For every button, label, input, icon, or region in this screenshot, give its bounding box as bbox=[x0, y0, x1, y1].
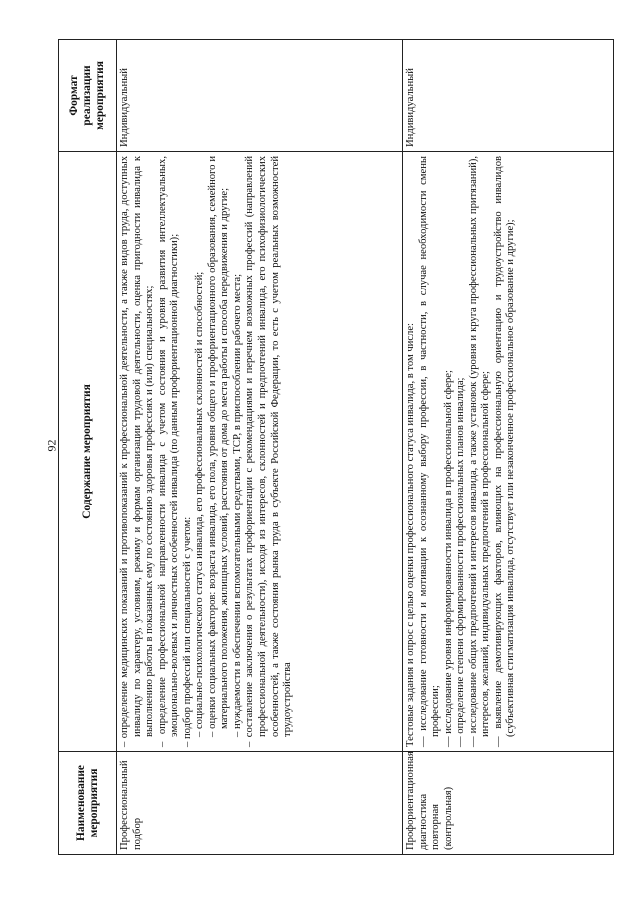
row-1-name: Профессиональный подбор bbox=[117, 752, 403, 855]
rotated-table-wrapper bbox=[58, 40, 613, 855]
header-name: Наименование мероприятия bbox=[59, 752, 117, 855]
list-item: – оценки социальных факторов: возраста инвалида, его пола, уровня общего и профориентационного образования, семейного и материального положения, жилищных условий, расстояния от дома до места работы и способа передвижения и другие; bbox=[206, 156, 231, 737]
list-item: — исследование уровня информированности инвалида в профессиональной сфере; bbox=[442, 370, 454, 747]
list-item: – нуждаемости в обеспечении вспомогательными средствами, ТСР, в приспособлении рабочего места; bbox=[231, 273, 243, 737]
list-item: — исследование готовности и мотивации к осознанному выбору профессии, в частности, в случае необходимости смены профессии; bbox=[417, 156, 442, 747]
header-content: Содержание мероприятия bbox=[59, 152, 117, 752]
list-item: – подбор профессий или специальностей с учетом: bbox=[181, 516, 193, 747]
list-item: — выявление демотивирующих факторов, влияющих на профессиональную ориентацию и трудоустройство инвалидов (субъективная стигматизация инвалида, отсутствует или незаконченное профессиональное образование и другие); bbox=[492, 156, 517, 747]
list-item: – определение медицинских показаний и противопоказаний к профессиональной деятельности, а также видов труда, доступных инвалиду по характеру, условиям, режиму и формам организации трудовой деятельности, оценка пригодности инвалида к выполнению работы в показанных ему по состоянию здоровья профессиях и (или) специальностях; bbox=[119, 156, 156, 747]
list-item: — определение степени сформированности профессиональных планов инвалида; bbox=[455, 377, 467, 747]
list-intro: Тестовые задания и опрос с целью оценки профессионального статуса инвалида, в том числе: bbox=[405, 323, 416, 747]
row-1-content bbox=[117, 152, 403, 752]
list-item: – определение профессиональной направленности инвалида с учетом состояния и уровня развития интеллектуальных, эмоционально-волевых и личностных особенностей инвалида (по данным профориентационной диагностики); bbox=[156, 156, 181, 747]
page-number: 92 bbox=[44, 439, 59, 452]
list-item: — исследование общих предпочтений и интересов инвалида, а также установок (уровня и круга профессиональных притязаний), интересов, желаний, индивидуальных предпочтений в профессиональной сфере; bbox=[467, 156, 492, 747]
list-item: – составление заключения о результатах профориентации с рекомендациями и перечнем возможных профессий (направлений профессиональной деятельности), исходя из интересов, склонностей и предпочтений инвалида, его психофизиологических особенностей, а также состояния рынка труда в субъекте Российской Федерации, то есть с учетом реальных возможностей трудоустройства bbox=[244, 156, 294, 747]
row-2-content bbox=[403, 152, 614, 752]
measures-table bbox=[58, 39, 614, 855]
row-2-format: Индивидуальный bbox=[403, 40, 614, 152]
table-row bbox=[403, 40, 614, 855]
table-row bbox=[117, 40, 403, 855]
table-header-row bbox=[59, 40, 117, 855]
row-1-format: Индивидуальный bbox=[117, 40, 403, 152]
header-format: Формат реализации мероприятия bbox=[59, 40, 117, 152]
list-item: – социально-психологического статуса инвалида, его профессиональных склонностей и способностей; bbox=[194, 271, 206, 737]
row-2-name: Профориентационная диагностика повторная (контрольная) bbox=[403, 752, 614, 855]
